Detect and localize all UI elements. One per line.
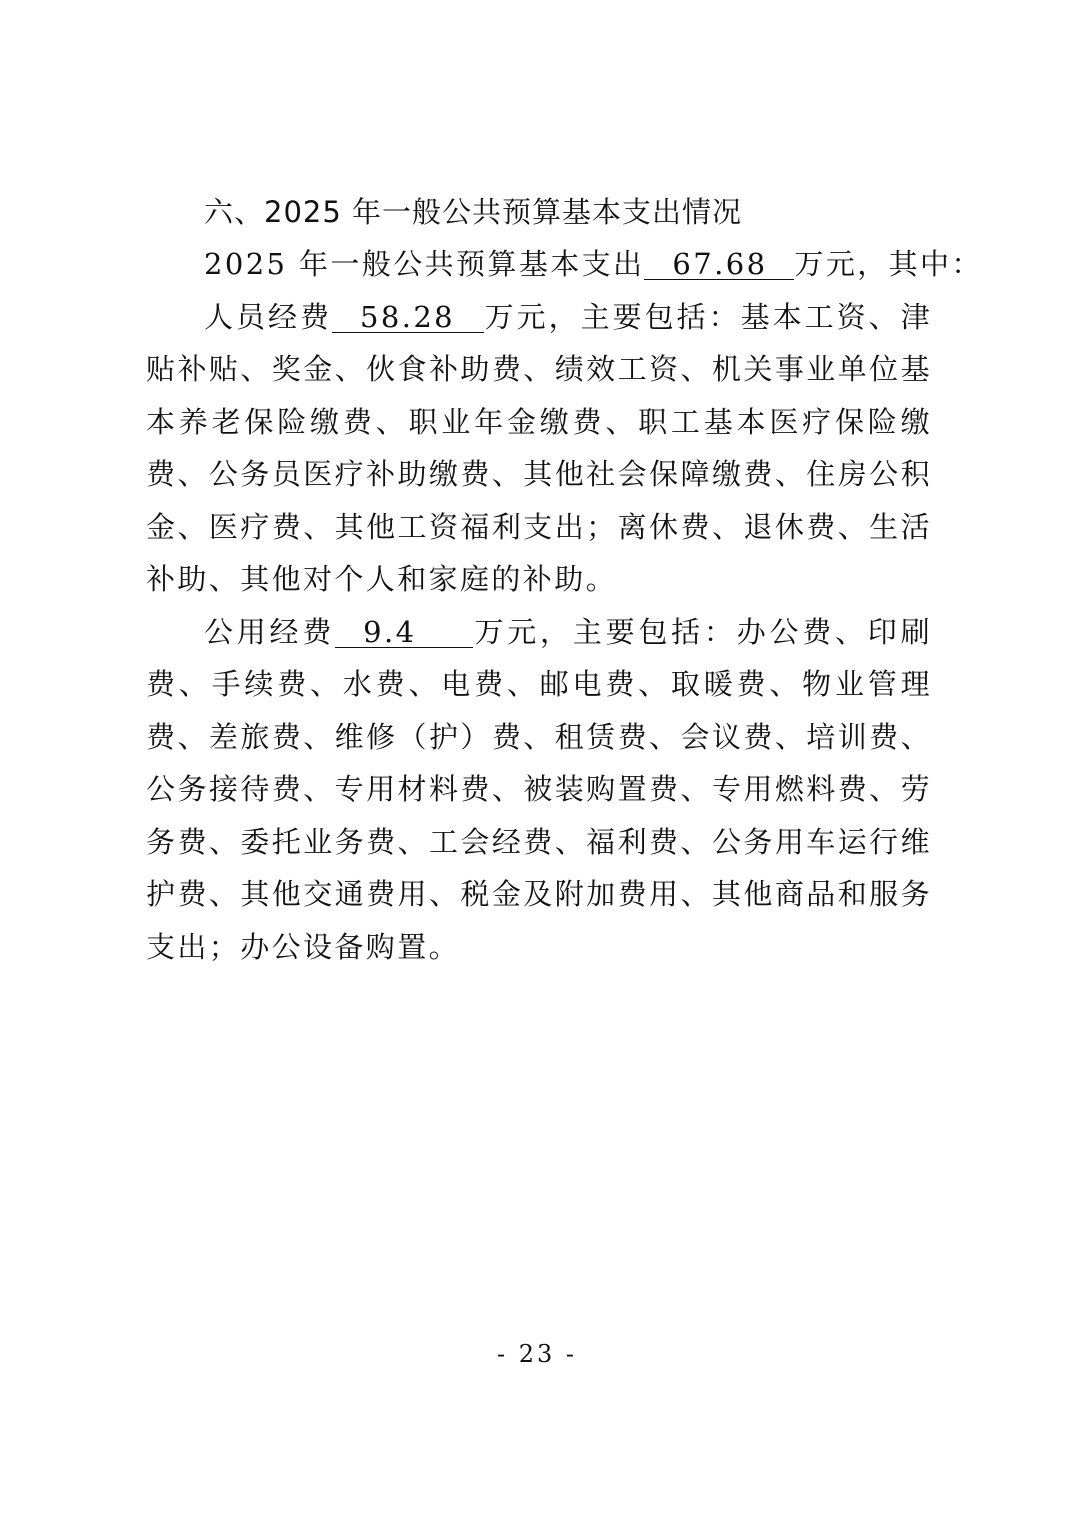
public-value-blank bbox=[335, 614, 473, 649]
total-expenditure-paragraph bbox=[146, 238, 983, 291]
document-body bbox=[146, 186, 983, 973]
section-heading: 六、2025 年一般公共预算基本支出情况 bbox=[204, 195, 743, 229]
page-number: - 23 - bbox=[496, 1340, 577, 1368]
public-prefix: 公用经费 bbox=[204, 614, 336, 649]
total-suffix: 万元，其中： bbox=[794, 247, 983, 281]
personnel-suffix: 万元，主要包括：基本工资、津贴补贴、奖金、伙食补助费、绩效工资、机关事业单位基本养老保险缴费、职业年金缴费、职工基本医疗保险缴费、公务员医疗补助缴费、其他社会保障缴费、住房公积金、医疗费、其他工资福利支出；离休费、退休费、生活补助、其他对个人和家庭的补助。 bbox=[146, 299, 932, 596]
personnel-value-blank bbox=[332, 299, 484, 334]
public-suffix: 万元，主要包括：办公费、印刷费、手续费、水费、电费、邮电费、取暖费、物业管理费、差旅费、维修（护）费、租赁费、会议费、培训费、公务接待费、专用材料费、被装购置费、专用燃料费、劳务费、委托业务费、工会经费、福利费、公务用车运行维护费、其他交通费用、税金及附加费用、其他商品和服务支出；办公设备购置。 bbox=[146, 614, 932, 964]
total-prefix: 2025 年一般公共预算基本支出 bbox=[204, 247, 645, 281]
total-value: 67.68 bbox=[672, 247, 768, 281]
total-value-blank bbox=[644, 249, 794, 280]
personnel-value: 58.28 bbox=[360, 299, 456, 334]
personnel-prefix: 人员经费 bbox=[204, 299, 332, 334]
public-value: 9.4 bbox=[363, 614, 417, 649]
personnel-expense-paragraph bbox=[146, 291, 932, 606]
public-expense-paragraph bbox=[146, 606, 932, 974]
